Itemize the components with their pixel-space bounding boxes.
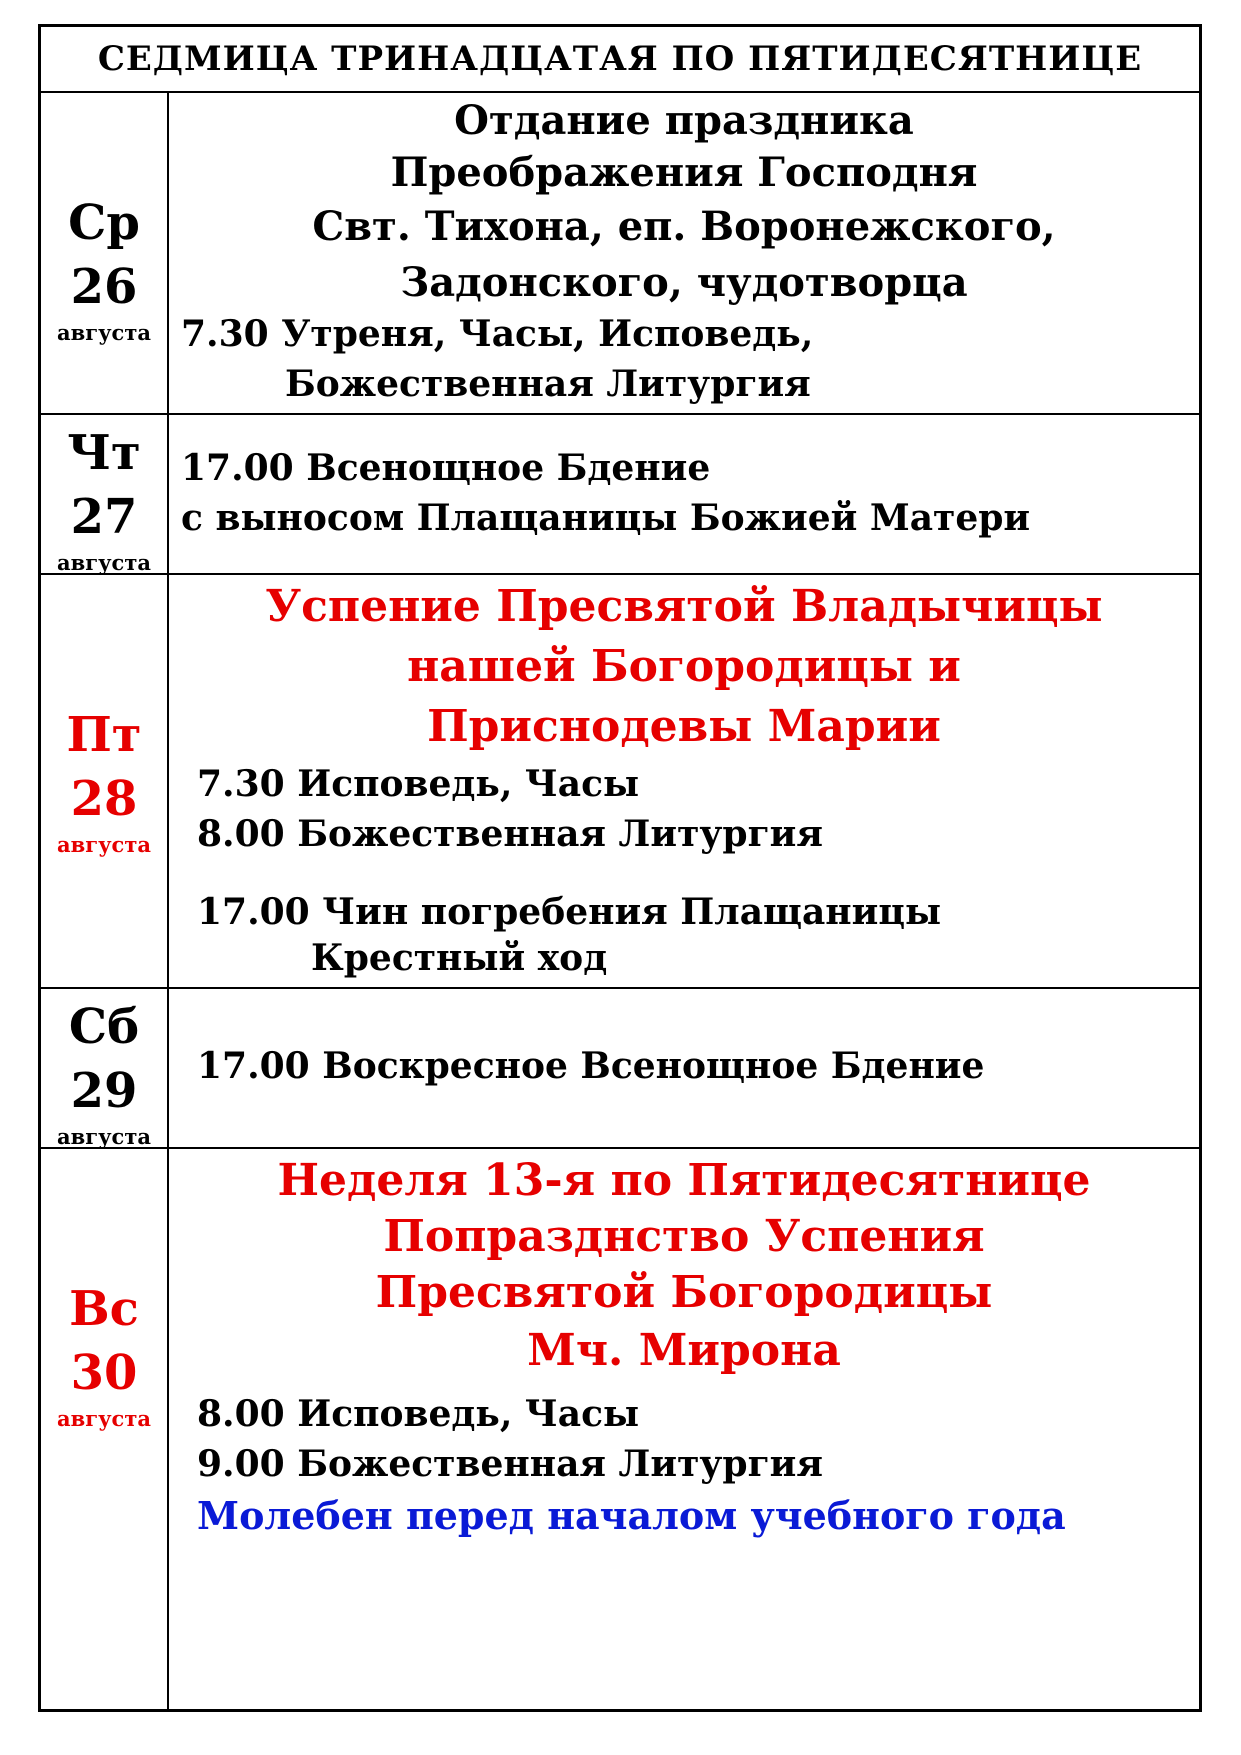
service-line: 7.30 Утреня, Часы, Исповедь, [181,313,814,355]
service-line: 7.30 Исповедь, Часы [197,763,640,805]
month-label: августа [57,832,151,857]
feast-title-line: Попразднство Успения [383,1211,985,1262]
service-line: 17.00 Всенощное Бдение [181,447,711,489]
service-line: 17.00 Воскресное Всенощное Бдение [197,1045,985,1087]
month-label: августа [57,1406,151,1431]
date-number: 28 [70,771,138,827]
day-content [169,91,1199,413]
day-cell [41,91,169,413]
feast-title-line: Задонского, чудотворца [400,259,968,306]
date-number: 27 [70,489,138,545]
page-title: СЕДМИЦА ТРИНАДЦАТАЯ ПО ПЯТИДЕСЯТНИЦЕ [41,27,1199,93]
day-cell [41,1149,169,1709]
weekday-label: Чт [67,425,141,481]
day-cell [41,415,169,573]
day-content [169,415,1199,573]
day-row-wednesday [41,91,1199,415]
service-line: 8.00 Божественная Литургия [197,813,823,855]
day-cell [41,575,169,987]
service-line: 8.00 Исповедь, Часы [197,1393,640,1435]
feast-title-line: Отдание праздника [454,97,914,144]
weekday-label: Ср [68,195,140,251]
feast-title-line: Свт. Тихона, еп. Воронежского, [312,203,1056,250]
day-row-sunday [41,1149,1199,1709]
day-row-thursday [41,415,1199,575]
weekday-label: Вс [69,1281,139,1337]
service-line: 17.00 Чин погребения Плащаницы [197,891,942,933]
feast-title-line: нашей Богородицы и [407,641,961,692]
day-cell [41,989,169,1147]
month-label: августа [57,550,151,575]
feast-title-line: Пресвятой Богородицы [375,1267,993,1318]
month-label: августа [57,320,151,345]
note-line: Молебен перед началом учебного года [197,1493,1066,1538]
service-line: Крестный ход [311,937,608,979]
schedule-table [38,24,1202,1712]
day-row-friday [41,575,1199,989]
date-number: 29 [70,1063,138,1119]
feast-title-line: Приснодевы Марии [427,701,941,752]
service-line: с выносом Плащаницы Божией Матери [181,497,1031,539]
feast-title-line: Успение Пресвятой Владычицы [265,581,1103,632]
day-row-saturday [41,989,1199,1149]
service-line: Божественная Литургия [285,363,811,405]
day-content [169,1149,1199,1709]
date-number: 30 [70,1345,138,1401]
feast-title-line: Преображения Господня [390,149,978,196]
day-content [169,989,1199,1147]
date-number: 26 [70,259,138,315]
month-label: августа [57,1124,151,1149]
service-line: 9.00 Божественная Литургия [197,1443,823,1485]
weekday-label: Пт [66,707,142,763]
feast-title-line: Мч. Мирона [527,1325,841,1376]
feast-title-line: Неделя 13-я по Пятидесятнице [277,1155,1091,1206]
weekday-label: Сб [68,999,140,1055]
day-content [169,575,1199,987]
